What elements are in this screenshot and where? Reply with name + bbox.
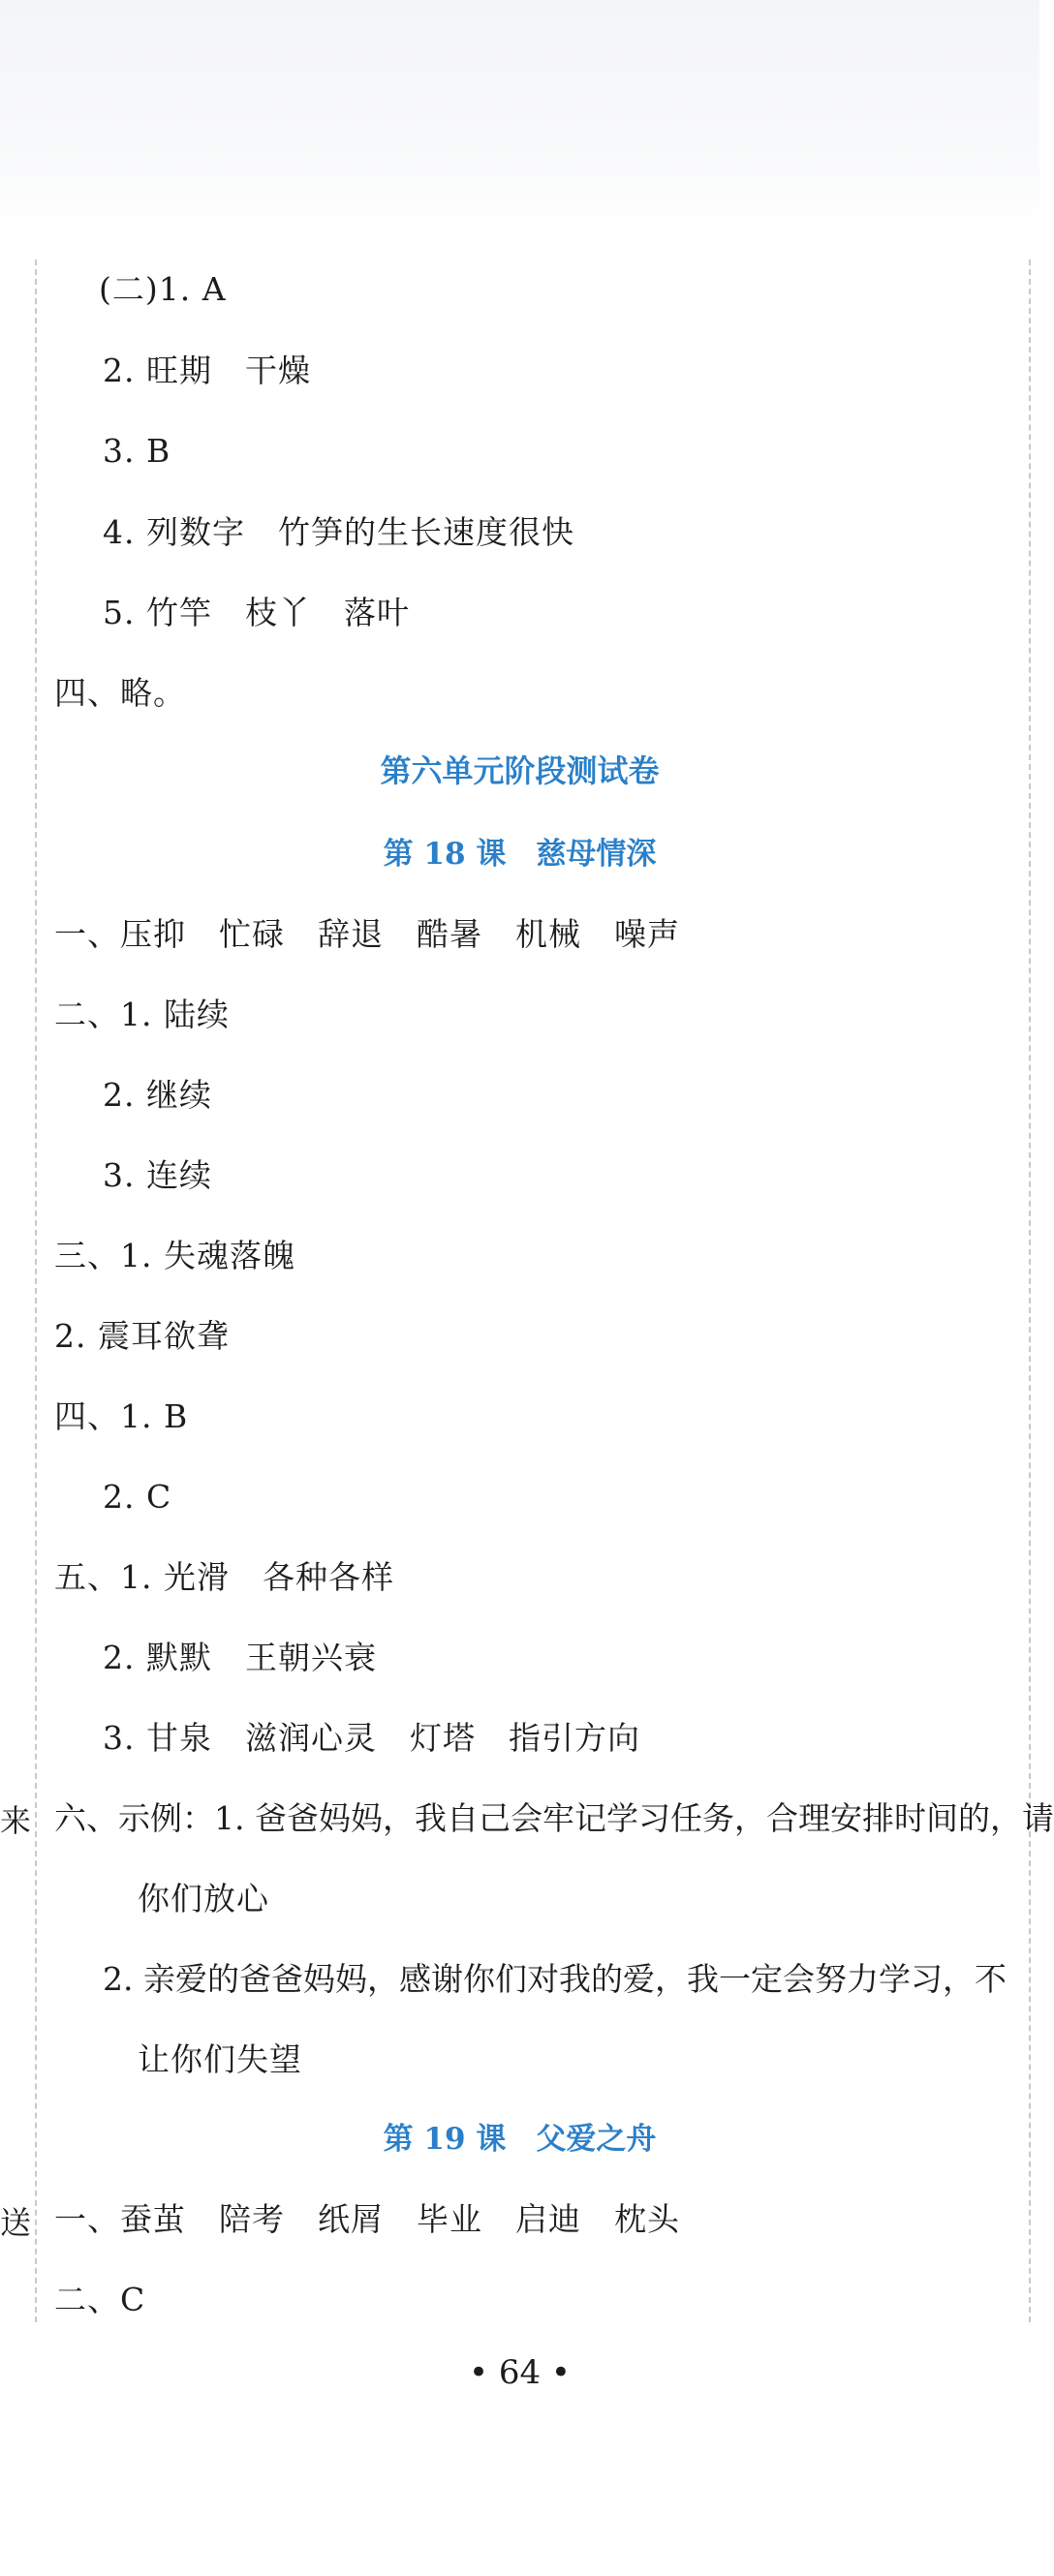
- cutoff-margin-text: 来: [0, 1802, 32, 1839]
- page-number: • 64 •: [469, 2353, 571, 2392]
- answer-line: 六、示例：1. 爸爸妈妈，我自己会牢记学习任务，合理安排时间的，请: [54, 1799, 1054, 1837]
- answer-line: 三、1. 失魂落魄: [54, 1237, 295, 1274]
- answer-line: 3. 甘泉 滋润心灵 灯塔 指引方向: [103, 1719, 640, 1757]
- answer-line: 2. 旺期 干燥: [103, 352, 311, 389]
- lesson-19-title: 第 19 课 父爱之舟: [383, 2122, 657, 2157]
- unit-title: 第六单元阶段测试卷: [380, 752, 660, 789]
- answer-line: 3. B: [103, 432, 171, 470]
- answer-line: 四、1. B: [54, 1397, 189, 1435]
- answer-line: 二、C: [54, 2281, 146, 2318]
- cutoff-margin-text: 送: [0, 2204, 32, 2241]
- answer-line: 5. 竹竿 枝丫 落叶: [103, 594, 410, 631]
- binding-dashed-line-right: [1029, 260, 1031, 2322]
- answer-line: (二)1. A: [99, 270, 227, 308]
- lesson-18-title: 第 18 课 慈母情深: [383, 837, 657, 872]
- answer-line: 一、压抑 忙碌 辞退 酷暑 机械 噪声: [54, 915, 680, 953]
- answer-line: 4. 列数字 竹笋的生长速度很快: [103, 513, 574, 551]
- answer-line: 让你们失望: [138, 2040, 302, 2078]
- answer-line: 2. 震耳欲聋: [54, 1317, 230, 1355]
- answer-line: 2. C: [103, 1478, 172, 1516]
- answer-line: 二、1. 陆续: [54, 996, 230, 1033]
- binding-dashed-line-left: [35, 260, 37, 2322]
- answer-line: 3. 连续: [103, 1156, 212, 1194]
- answer-line: 四、略。: [54, 674, 186, 712]
- answer-line: 2. 亲爱的爸爸妈妈，感谢你们对我的爱，我一定会努力学习，不: [103, 1960, 1007, 1998]
- answer-line: 你们放心: [138, 1880, 269, 1917]
- scan-top-margin: [0, 0, 1039, 232]
- answer-line: 一、蚕茧 陪考 纸屑 毕业 启迪 枕头: [54, 2200, 680, 2238]
- answer-line: 2. 继续: [103, 1076, 212, 1114]
- answer-line: 五、1. 光滑 各种各样: [54, 1558, 394, 1596]
- answer-line: 2. 默默 王朝兴衰: [103, 1639, 377, 1676]
